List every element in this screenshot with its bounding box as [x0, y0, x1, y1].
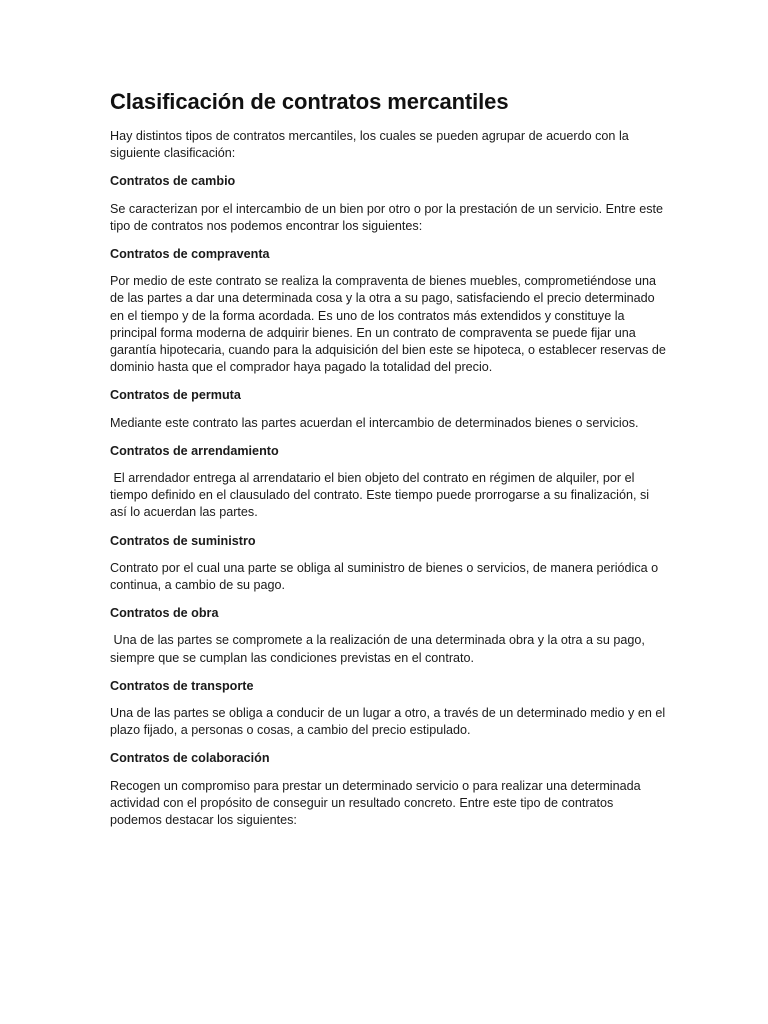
section-paragraph: Una de las partes se obliga a conducir de un lugar a otro, a través de un determinado medio y en el plazo fijado, a personas o cosas, a cambio del precio estipulado. [110, 706, 669, 738]
section-contratos-de-obra [110, 605, 668, 667]
section-heading: Contratos de transporte [110, 678, 254, 693]
section-paragraph: Se caracterizan por el intercambio de un bien por otro o por la prestación de un servicio. Entre este tipo de contratos nos podemos encontrar los siguientes: [110, 201, 667, 233]
section-contratos-de-arrendamiento [110, 443, 668, 522]
section-heading: Contratos de suministro [110, 533, 256, 548]
section-contratos-de-compraventa [110, 246, 668, 376]
section-contratos-de-transporte [110, 678, 668, 740]
section-paragraph: Recogen un compromiso para prestar un determinado servicio o para realizar una determinada actividad con el propósito de conseguir un resultado concreto. Entre este tipo de contratos podemos destacar los siguientes: [110, 778, 645, 828]
section-paragraph: El arrendador entrega al arrendatario el bien objeto del contrato en régimen de alquiler, por el tiempo definido en el clausulado del contrato. Este tiempo puede prorrogarse a su finalización, si así lo acuerdan las partes. [110, 471, 653, 520]
section-contratos-de-permuta [110, 387, 668, 431]
section-heading: Contratos de cambio [110, 174, 236, 189]
section-paragraph: Una de las partes se compromete a la realización de una determinada obra y la otra a su pago, siempre que se cumplan las condiciones previstas en el contrato. [110, 633, 649, 665]
section-heading: Contratos de arrendamiento [110, 443, 279, 458]
section-paragraph: Mediante este contrato las partes acuerdan el intercambio de determinados bienes o servicios. [110, 415, 639, 430]
page-title: Clasificación de contratos mercantiles [110, 89, 509, 114]
section-heading: Contratos de compraventa [110, 247, 270, 262]
section-paragraph: Por medio de este contrato se realiza la compraventa de bienes muebles, comprometiéndose una de las partes a dar una determinada cosa y la otra a su pago, satisfaciendo el precio determinado en el tiempo y de la forma acordada. Es uno de los contratos más extendidos y constituye la principal forma moderna de adquirir bienes. En un contrato de compraventa se puede fijar una garantía hipotecaria, cuando para la adquisición del bien este se hipoteca, o establecer reservas de dominio hasta que el comprador haya pagado la totalidad del precio. [110, 274, 670, 375]
section-heading: Contratos de permuta [110, 388, 241, 403]
section-paragraph: Contrato por el cual una parte se obliga al suministro de bienes o servicios, de manera periódica o continua, a cambio de su pago. [110, 560, 662, 593]
section-contratos-de-cambio [110, 173, 668, 235]
section-contratos-de-suministro [110, 533, 668, 595]
section-contratos-de-colaboracion [110, 750, 668, 829]
section-heading: Contratos de obra [110, 606, 219, 621]
section-heading: Contratos de colaboración [110, 751, 270, 766]
intro-paragraph: Hay distintos tipos de contratos mercantiles, los cuales se pueden agrupar de acuerdo con la siguiente clasificación: [110, 129, 633, 161]
